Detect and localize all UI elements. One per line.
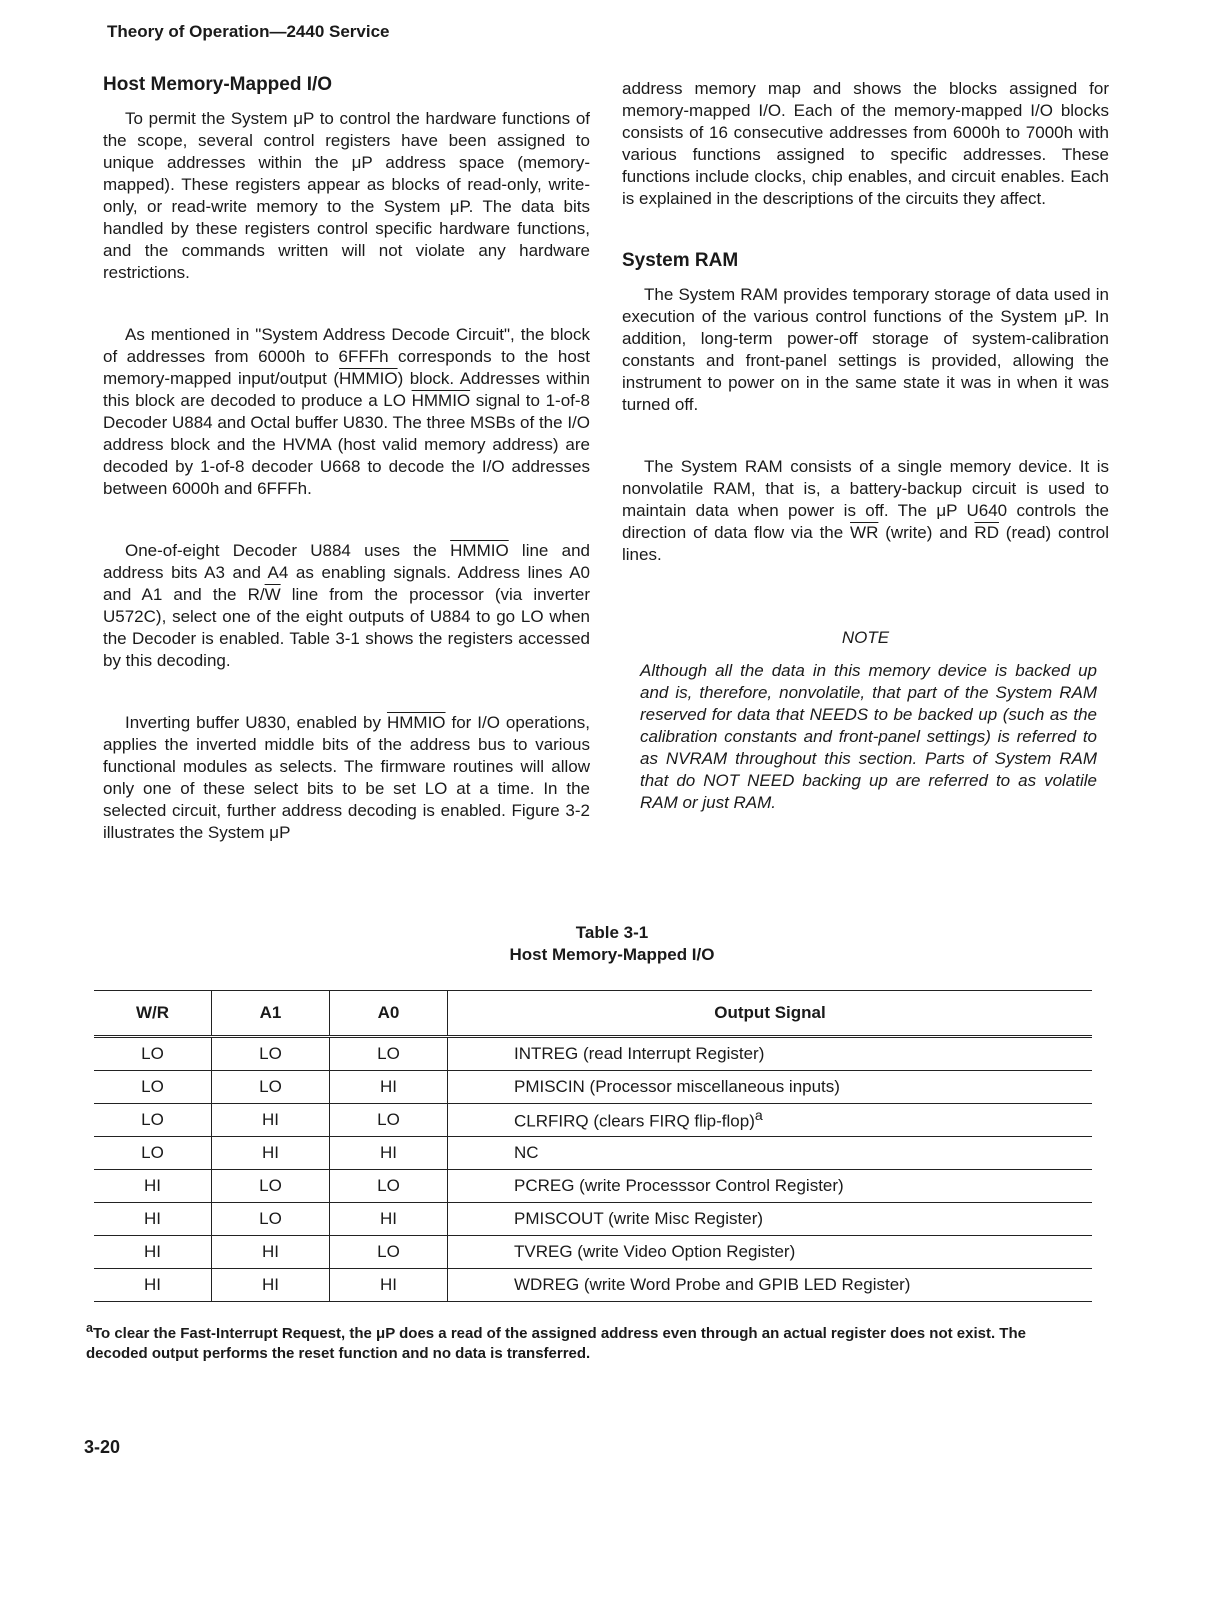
section-heading-system-ram: System RAM (622, 250, 739, 271)
column-header-output-signal: Output Signal (448, 991, 1093, 1037)
cell-wr: HI (94, 1269, 212, 1302)
table-caption (0, 922, 1224, 966)
cell-output-signal: TVREG (write Video Option Register) (448, 1236, 1093, 1269)
cell-a1: HI (212, 1104, 330, 1137)
table-title: Host Memory-Mapped I/O (509, 945, 715, 964)
left-column (103, 74, 590, 844)
cell-a1: HI (212, 1269, 330, 1302)
note-title: NOTE (841, 628, 890, 647)
table-row (94, 1137, 1092, 1170)
table-number: Table 3-1 (575, 923, 649, 942)
cell-output-signal: NC (448, 1137, 1093, 1170)
cell-wr: HI (94, 1236, 212, 1269)
cell-a0: HI (330, 1269, 448, 1302)
right-column (622, 78, 1109, 814)
note-body: Although all the data in this memory device is backed up and is, therefore, nonvolatile, that part of the System RAM reserved for data that NEEDS to be backed up (such as the calibration constants and front-panel settings) is referred to as NVRAM throughout this section. Parts of System RAM that do NOT NEED backing up are referred to as volatile RAM or just RAM. (640, 661, 1097, 812)
table-row (94, 1203, 1092, 1236)
cell-a0: LO (330, 1037, 448, 1071)
cell-wr: LO (94, 1037, 212, 1071)
cell-output-signal: CLRFIRQ (clears FIRQ flip-flop)$^a$ (448, 1104, 1093, 1137)
cell-a0: HI (330, 1203, 448, 1236)
page-number: 3-20 (84, 1437, 121, 1457)
cell-output-signal: WDREG (write Word Probe and GPIB LED Register) (448, 1269, 1093, 1302)
cell-a0: LO (330, 1236, 448, 1269)
paragraph-decoder-u884: One-of-eight Decoder U884 uses the HMMIO line and address bits A3 and A4 as enabling signals. Address lines A0 and A1 and the $R/\overline{W}$ line from the processor (via inverter U572C), select one of the eight outputs of U884 to go LO when the Decoder is enabled. Table 3-1 shows the registers accessed by this decoding. (103, 541, 591, 670)
host-mmio-table (94, 990, 1092, 1302)
cell-a1: LO (212, 1203, 330, 1236)
running-header: Theory of Operation—2440 Service (107, 22, 390, 41)
column-header-a1: A1 (212, 991, 330, 1037)
cell-a0: LO (330, 1170, 448, 1203)
cell-a1: HI (212, 1236, 330, 1269)
paragraph-intro: To permit the System μP to control the hardware functions of the scope, several control registers have been assigned to unique addresses within the μP address space (memory-mapped). These registers appear as blocks of read-only, write-only, or read-write memory to the System μP. The data bits handled by these registers control specific hardware functions, and the commands written will not violate any hardware restrictions. (103, 109, 590, 282)
paragraph-memory-map: address memory map and shows the blocks assigned for memory-mapped I/O. Each of the memory-mapped I/O blocks consists of 16 consecutive addresses from 6000h to 7000h with various functions assigned to specific addresses. These functions include clocks, chip enables, and circuit enables. Each is explained in the descriptions of the circuits they affect. (622, 79, 1109, 208)
cell-output-signal: PCREG (write Processsor Control Register) (448, 1170, 1093, 1203)
paragraph-address-decode: As mentioned in "System Address Decode Circuit", the block of addresses from 6000h to 6FFFh corresponds to the host memory-mapped input/output (HMMIO) block. Addresses within this block are decoded to produce a LO HMMIO signal to 1-of-8 Decoder U884 and Octal buffer U830. The three MSBs of the I/O address block and the HVMA (host valid memory address) are decoded by 1-of-8 decoder U668 to decode the I/O addresses between 6000h and 6FFFh. (103, 325, 590, 498)
section-heading-host-mmio: Host Memory-Mapped I/O (103, 74, 333, 95)
footnote-marker: a (754, 1108, 763, 1125)
cell-a1: LO (212, 1170, 330, 1203)
paragraph-nonvolatile-ram: The System RAM consists of a single memory device. It is nonvolatile RAM, that is, a battery-backup circuit is used to maintain data when power is off. The μP U640 controls the direction of data flow via the $\overline{WR}$ (write) and $\overline{RD}$ (read) control lines. (622, 457, 1109, 564)
cell-output-signal: PMISCOUT (write Misc Register) (448, 1203, 1093, 1236)
cell-a1: LO (212, 1071, 330, 1104)
table-row (94, 1037, 1092, 1071)
table-row (94, 1236, 1092, 1269)
table-row (94, 1104, 1092, 1137)
column-header-a0: A0 (330, 991, 448, 1037)
column-header-wr: W/R (94, 991, 212, 1037)
cell-wr: HI (94, 1170, 212, 1203)
cell-output-signal: INTREG (read Interrupt Register) (448, 1037, 1093, 1071)
cell-wr: LO (94, 1071, 212, 1104)
cell-a1: HI (212, 1137, 330, 1170)
footnote-marker: a (86, 1321, 93, 1335)
cell-wr: HI (94, 1203, 212, 1236)
cell-output-signal: PMISCIN (Processor miscellaneous inputs) (448, 1071, 1093, 1104)
table-row (94, 1269, 1092, 1302)
cell-a0: HI (330, 1137, 448, 1170)
paragraph-inverting-buffer: Inverting buffer U830, enabled by HMMIO for I/O operations, applies the inverted middle bits of the address bus to various functional modules as selects. The firmware routines will allow only one of these select bits to be set LO at a time. In the selected circuit, further address decoding is enabled. Figure 3-2 illustrates the System μP (103, 713, 590, 842)
table-header-row (94, 991, 1092, 1037)
table-footnote: $^a$To clear the Fast-Interrupt Request, the μP does a read of the assigned address even through an actual register does not exist. The decoded output performs the reset function and no data is transferred. (86, 1321, 1026, 1362)
cell-a0: LO (330, 1104, 448, 1137)
cell-wr: LO (94, 1104, 212, 1137)
table-row (94, 1170, 1092, 1203)
cell-wr: LO (94, 1137, 212, 1170)
paragraph-system-ram: The System RAM provides temporary storage of data used in execution of the various control functions of the System μP. In addition, long-term power-off storage of system-calibration constants and front-panel settings is provided, allowing the instrument to power on in the same state it was in when it was turned off. (622, 285, 1109, 414)
cell-a1: LO (212, 1037, 330, 1071)
cell-a0: HI (330, 1071, 448, 1104)
table-row (94, 1071, 1092, 1104)
